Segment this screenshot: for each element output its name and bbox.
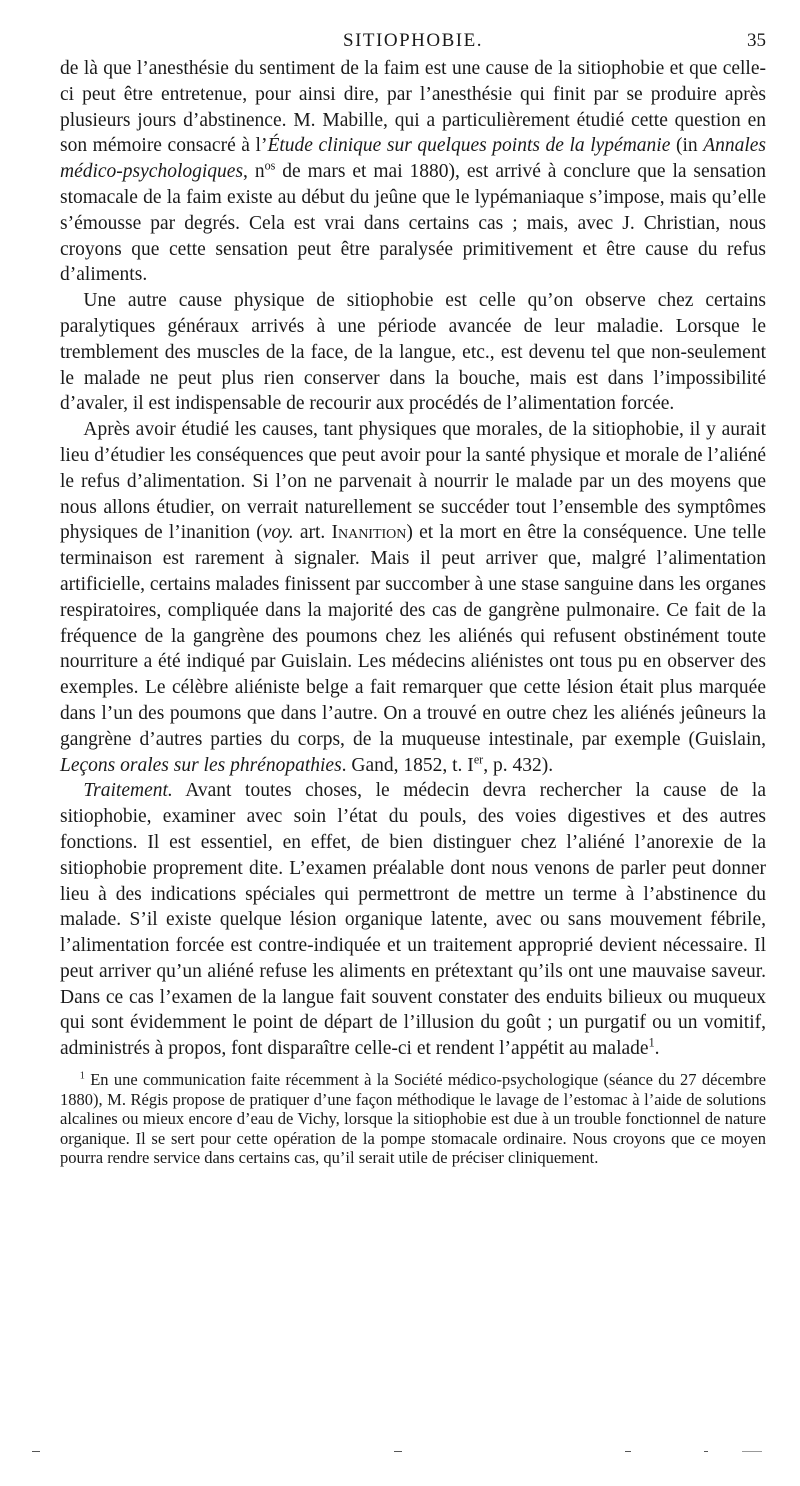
text-run: Après avoir étudié les causes, tant physiques que morales, de la sitiophobie, il y aurait lieu d’étudier les conséquences que peut avoir pour la santé physique et morale de l’aliéné le refus d’alimentation. Si l’on ne parvenait à nourrir le malade par un des moyens que nous allons étudier, on verrait naturellement se succéder tout l’ensemble des symptômes physiques de l’inanition ( xyxy=(60,419,766,544)
paragraph xyxy=(60,417,766,778)
text-run: (in xyxy=(670,135,704,157)
italic-title: Leçons orales sur les phrénopathies xyxy=(60,754,342,776)
footer-print-marks xyxy=(30,1450,770,1452)
footnote-text: En une communication faite récemment à la Société médico-psychologique (séance du 27 décembre 1880), M. Régis propose de pratiquer d’une façon méthodique le lavage de l’estomac à l’aide de solutions alcalines ou mieux encore d’eau de Vichy, lorsque la sitiophobie est due à un trouble fonctionnel de nature organique. Il se sert pour cette opération de la pompe stomacale ordinaire. Nous croyons que ce moyen pourra rendre service dans certains cas, qu’il serait utile de préciser cliniquement. xyxy=(60,1070,766,1168)
text-run: de mars et mai 1880), est arrivé à conclure que la sensation stomacale de la faim existe au début du jeûne que le lypémaniaque s’impose, mais qu’elle s’émousse par degrés. Cela est vrai dans certains cas ; mais, avec J. Christian, nous croyons que cette sensation peut être paralysée primitivement et être cause du refus d’aliments. xyxy=(60,161,767,286)
italic-title: Étude clinique sur quelques points de la lypémanie xyxy=(267,135,671,157)
footnote-marker: 1 xyxy=(79,1070,85,1082)
main-text xyxy=(60,56,766,1062)
text-run: , p. 432). xyxy=(483,754,554,776)
print-mark xyxy=(704,1451,708,1452)
text-run: ) et la mort en être la conséquence. Une telle terminaison est rarement à signaler. Mais il peut arriver que, malgré l’alimentation artificielle, certains malades finissent par succomber à une stase sanguine dans les organes respiratoires, compliquée dans la majorité des cas de gangrène pulmonaire. Ce fait de la fréquence de la gangrène des poumons chez les aliénés qui refusent obstinément toute nourriture a été indiqué par Guislain. Les médecins aliénistes ont tous pu en observer des exemples. Le célèbre aliéniste belge a fait remarquer que cette lésion était plus marquée dans l’un des poumons que dans l’autre. On a trouvé en outre chez les aliénés jeûneurs la gangrène d’autres parties du corps, de la muqueuse intestinale, par exemple (Guislain, xyxy=(60,522,766,750)
italic-journal: Annales médico-psychologiques xyxy=(60,135,767,183)
running-title: SITIOPHOBIE. xyxy=(343,30,483,51)
paragraph xyxy=(60,56,766,288)
text-run: . xyxy=(654,1038,660,1060)
paragraph: Une autre cause physique de sitiophobie est celle qu’on observe chez certains paralytiques généraux arrivés à une période avancée de leur maladie. Lorsque le tremblement des muscles de la face, de la langue, etc., est devenu tel que non-seulement le malade ne peut plus rien conserver dans la bouche, mais est dans l’impossibilité d’avaler, il est indispensable de recourir aux procédés de l’alimentation forcée. xyxy=(60,290,766,415)
print-mark xyxy=(32,1451,40,1452)
text-run: , n xyxy=(243,161,265,183)
print-mark xyxy=(742,1451,762,1452)
footnote-ref: 1 xyxy=(648,1035,655,1050)
page-number: 35 xyxy=(747,30,766,51)
footnotes xyxy=(60,1070,766,1168)
italic-abbrev: voy. xyxy=(262,522,294,544)
text-run: art. xyxy=(293,522,332,544)
text-run: de là que l’anesthésie du sentiment de la faim est une cause de la sitiophobie et que celle-ci peut être entretenue, pour ainsi dire, par l’anesthésie qui finit par se produire après plusieurs jours d’abstinence. M. Mabille, qui a particulièrement étudié cette question en son mémoire consacré à l’ xyxy=(60,58,766,157)
running-header xyxy=(60,28,766,56)
print-mark xyxy=(625,1451,631,1452)
text-run: Avant toutes choses, le médecin devra rechercher la cause de la sitiophobie, examiner avec soin l’état du pouls, des voies digestives et des autres fonctions. Il est essentiel, en effet, de bien distinguer chez l’aliéné l’anorexie de la sitiophobie proprement dite. L’examen préalable dont nous venons de parler peut donner lieu à des indications spéciales qui permettront de mettre un terme à l’abstinence du malade. S’il existe quelque lésion organique latente, avec ou sans mouvement fébrile, l’alimentation forcée est contre-indiquée et un traitement approprié devient nécessaire. Il peut arriver qu’un aliéné refuse les aliments en prétextant qu’ils ont une mauvaise saveur. Dans ce cas l’examen de la langue fait souvent constater des enduits bilieux ou muqueux qui sont évidemment le point de départ de l’illusion du goût ; un purgatif ou un vomitif, administrés à propos, font disparaître celle-ci et rendent l’appétit au malade xyxy=(60,780,766,1060)
paragraph xyxy=(60,778,766,1062)
footnote xyxy=(60,1070,766,1168)
superscript: os xyxy=(264,158,276,173)
text-run: . Gand, 1852, t. I xyxy=(341,754,474,776)
section-heading: Traitement. xyxy=(83,780,173,802)
superscript: er xyxy=(473,752,484,767)
small-caps-term: Inanition xyxy=(331,522,407,544)
print-mark xyxy=(394,1451,402,1452)
